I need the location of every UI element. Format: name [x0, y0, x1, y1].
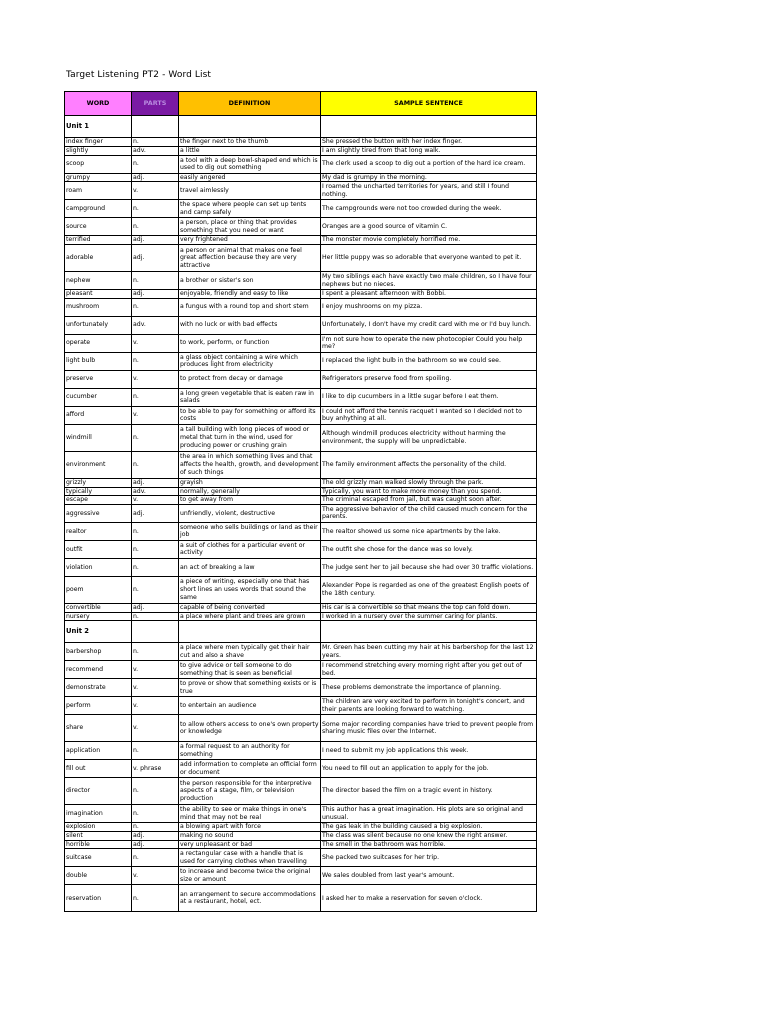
definition-cell: a place where plant and trees are grown	[179, 612, 321, 621]
sentence-cell: The smell in the bathroom was horrible.	[321, 840, 537, 849]
sentence-cell: These problems demonstrate the importance of planning.	[321, 679, 537, 697]
word-cell: cucumber	[65, 388, 132, 406]
unit-row-empty-cell	[321, 116, 537, 138]
table-row	[65, 406, 537, 424]
definition-cell: to be able to pay for something or afford its costs	[179, 406, 321, 424]
sentence-cell: Oranges are a good source of vitamin C.	[321, 218, 537, 236]
definition-cell: a long green vegetable that is eaten raw in salads	[179, 388, 321, 406]
page-title: Target Listening PT2 - Word List	[66, 70, 212, 80]
definition-cell: to entertain an audience	[179, 697, 321, 715]
word-cell: light bulb	[65, 352, 132, 370]
pos-cell: adv.	[132, 316, 179, 334]
sentence-cell: This author has a great imagination. His plots are so original and unusual.	[321, 805, 537, 823]
pos-cell: adj.	[132, 290, 179, 299]
pos-cell: n.	[132, 451, 179, 478]
word-cell: suitcase	[65, 849, 132, 867]
table-row	[65, 182, 537, 200]
definition-cell: a glass object containing a wire which produces light from electricity	[179, 352, 321, 370]
unit-row-empty-cell	[179, 116, 321, 138]
word-cell: terrified	[65, 236, 132, 245]
definition-cell: an act of breaking a law	[179, 558, 321, 576]
pos-cell: adj.	[132, 478, 179, 487]
definition-cell: a person or animal that makes one feel great affection because they are very attractive	[179, 245, 321, 272]
table-row	[65, 352, 537, 370]
unit-row-empty-cell	[132, 116, 179, 138]
table-row	[65, 832, 537, 841]
word-cell: pleasant	[65, 290, 132, 299]
definition-cell: to give advice or tell someone to do something that is seen as beneficial	[179, 661, 321, 679]
sentence-cell: Her little puppy was so adorable that everyone wanted to pet it.	[321, 245, 537, 272]
table-row	[65, 643, 537, 661]
sentence-cell: I need to submit my job applications this week.	[321, 742, 537, 760]
sentence-cell: Mr. Green has been cutting my hair at his barbershop for the last 12 years.	[321, 643, 537, 661]
pos-cell: adj.	[132, 504, 179, 522]
unit-row-empty-cell	[321, 621, 537, 643]
pos-cell: n.	[132, 805, 179, 823]
pos-cell: n.	[132, 272, 179, 290]
word-cell: demonstrate	[65, 679, 132, 697]
sentence-cell: My two siblings each have exactly two male children, so I have four nephews but no nieces.	[321, 272, 537, 290]
pos-cell: adj.	[132, 840, 179, 849]
table-row	[65, 805, 537, 823]
table-row	[65, 885, 537, 912]
sentence-cell: Although windmill produces electricity without harming the environment, the supply will be unpredictable.	[321, 424, 537, 451]
definition-cell: very frightened	[179, 236, 321, 245]
word-cell: roam	[65, 182, 132, 200]
header-row	[65, 92, 537, 116]
sentence-cell: Alexander Pope is regarded as one of the greatest English poets of the 18th century.	[321, 576, 537, 603]
table-row	[65, 697, 537, 715]
table-row	[65, 298, 537, 316]
table-row	[65, 147, 537, 156]
definition-cell: very unpleasant or bad	[179, 840, 321, 849]
pos-cell: n.	[132, 643, 179, 661]
sentence-cell: The judge sent her to jail because she had over 30 traffic violations.	[321, 558, 537, 576]
table-row	[65, 540, 537, 558]
definition-cell: a brother or sister's son	[179, 272, 321, 290]
header-parts: PARTS	[132, 92, 179, 116]
sentence-cell: The criminal escaped from jail, but was caught soon after.	[321, 496, 537, 505]
pos-cell: v.	[132, 697, 179, 715]
word-cell: nephew	[65, 272, 132, 290]
word-cell: realtor	[65, 522, 132, 540]
sentence-cell: The children are very excited to perform in tonight's concert, and their parents are looking forward to watching.	[321, 697, 537, 715]
table-row	[65, 478, 537, 487]
word-cell: escape	[65, 496, 132, 505]
table-row	[65, 334, 537, 352]
word-cell: application	[65, 742, 132, 760]
pos-cell: v.	[132, 370, 179, 388]
definition-cell: normally, generally	[179, 487, 321, 496]
table-row	[65, 661, 537, 679]
word-cell: imagination	[65, 805, 132, 823]
definition-cell: the space where people can set up tents and camp safely	[179, 200, 321, 218]
sentence-cell: I like to dip cucumbers in a little sugar before I eat them.	[321, 388, 537, 406]
table-row	[65, 155, 537, 173]
pos-cell: n.	[132, 540, 179, 558]
table-row	[65, 316, 537, 334]
definition-cell: unfriendly, violent, destructive	[179, 504, 321, 522]
pos-cell: n.	[132, 298, 179, 316]
table-row	[65, 849, 537, 867]
unit-label: Unit 2	[65, 621, 132, 643]
word-cell: perform	[65, 697, 132, 715]
sentence-cell: I roamed the uncharted territories for years, and still I found nothing.	[321, 182, 537, 200]
sentence-cell: You need to fill out an application to apply for the job.	[321, 760, 537, 778]
sentence-cell: I replaced the light bulb in the bathroom so we could see.	[321, 352, 537, 370]
word-cell: slightly	[65, 147, 132, 156]
pos-cell: v. phrase	[132, 760, 179, 778]
definition-cell: easily angered	[179, 173, 321, 182]
sentence-cell: The aggressive behavior of the child caused much concern for the parents.	[321, 504, 537, 522]
pos-cell: v.	[132, 334, 179, 352]
pos-cell: adv.	[132, 487, 179, 496]
header-sample-sentence: SAMPLE SENTENCE	[321, 92, 537, 116]
word-cell: preserve	[65, 370, 132, 388]
word-cell: scoop	[65, 155, 132, 173]
definition-cell: a person, place or thing that provides something that you need or want	[179, 218, 321, 236]
unit-row	[65, 621, 537, 643]
table-row	[65, 272, 537, 290]
pos-cell: v.	[132, 679, 179, 697]
sentence-cell: The realtor showed us some nice apartments by the lake.	[321, 522, 537, 540]
pos-cell: adj.	[132, 245, 179, 272]
definition-cell: a formal request to an authority for something	[179, 742, 321, 760]
definition-cell: travel aimlessly	[179, 182, 321, 200]
pos-cell: v.	[132, 661, 179, 679]
word-cell: operate	[65, 334, 132, 352]
definition-cell: to work, perform, or function	[179, 334, 321, 352]
pos-cell: n.	[132, 612, 179, 621]
definition-cell: a fungus with a round top and short stem	[179, 298, 321, 316]
word-cell: poem	[65, 576, 132, 603]
word-cell: nursery	[65, 612, 132, 621]
sentence-cell: The clerk used a scoop to dig out a portion of the hard ice cream.	[321, 155, 537, 173]
word-cell: afford	[65, 406, 132, 424]
sentence-cell: The family environment affects the personality of the child.	[321, 451, 537, 478]
header-word: WORD	[65, 92, 132, 116]
word-cell: barbershop	[65, 643, 132, 661]
word-cell: explosion	[65, 823, 132, 832]
definition-cell: an arrangement to secure accommodations at a restaurant, hotel, ect.	[179, 885, 321, 912]
table-row	[65, 576, 537, 603]
table-row	[65, 236, 537, 245]
sentence-cell: The director based the film on a tragic event in history.	[321, 778, 537, 805]
table-row	[65, 840, 537, 849]
definition-cell: someone who sells buildings or land as their job	[179, 522, 321, 540]
sentence-cell: We sales doubled from last year's amount.	[321, 867, 537, 885]
definition-cell: the area in which something lives and that affects the health, growth, and development of such things	[179, 451, 321, 478]
pos-cell: n.	[132, 778, 179, 805]
pos-cell: n.	[132, 155, 179, 173]
pos-cell: v.	[132, 496, 179, 505]
word-cell: double	[65, 867, 132, 885]
sentence-cell: I asked her to make a reservation for seven o'clock.	[321, 885, 537, 912]
definition-cell: to get away from	[179, 496, 321, 505]
pos-cell: adj.	[132, 832, 179, 841]
table-body	[65, 116, 537, 912]
table-row	[65, 200, 537, 218]
definition-cell: a place where men typically get their hair cut and also a shave	[179, 643, 321, 661]
pos-cell: adv.	[132, 147, 179, 156]
word-cell: typically	[65, 487, 132, 496]
sentence-cell: I worked in a nursery over the summer caring for plants.	[321, 612, 537, 621]
table-row	[65, 451, 537, 478]
table-row	[65, 867, 537, 885]
word-cell: reservation	[65, 885, 132, 912]
sentence-cell: The old grizzly man walked slowly through the park.	[321, 478, 537, 487]
definition-cell: a rectangular case with a handle that is used for carrying clothes when travelling	[179, 849, 321, 867]
pos-cell: v.	[132, 867, 179, 885]
pos-cell: adj.	[132, 173, 179, 182]
definition-cell: a blowing apart with force	[179, 823, 321, 832]
sentence-cell: I spent a pleasant afternoon with Bobbi.	[321, 290, 537, 299]
pos-cell: adj.	[132, 236, 179, 245]
sentence-cell: I enjoy mushrooms on my pizza.	[321, 298, 537, 316]
definition-cell: making no sound	[179, 832, 321, 841]
word-cell: director	[65, 778, 132, 805]
table-row	[65, 424, 537, 451]
definition-cell: a piece of writing, especially one that has short lines an uses words that sound the same	[179, 576, 321, 603]
word-cell: unfortunately	[65, 316, 132, 334]
sentence-cell: I could not afford the tennis racquet I wanted so I decided not to buy anhything at all.	[321, 406, 537, 424]
unit-row-empty-cell	[132, 621, 179, 643]
word-cell: adorable	[65, 245, 132, 272]
definition-cell: to allow others access to one's own property or knowledge	[179, 715, 321, 742]
pos-cell: v.	[132, 182, 179, 200]
definition-cell: the ability to see or make things in one's mind that may not be real	[179, 805, 321, 823]
sentence-cell: Unfortunately, I don't have my credit card with me or I'd buy lunch.	[321, 316, 537, 334]
definition-cell: capable of being converted	[179, 603, 321, 612]
sentence-cell: The gas leak in the building caused a big explosion.	[321, 823, 537, 832]
word-cell: aggressive	[65, 504, 132, 522]
sentence-cell: My dad is grumpy in the morning.	[321, 173, 537, 182]
word-cell: share	[65, 715, 132, 742]
word-cell: outfit	[65, 540, 132, 558]
definition-cell: add information to complete an official form or document	[179, 760, 321, 778]
table-row	[65, 173, 537, 182]
definition-cell: a suit of clothes for a particular event or activity	[179, 540, 321, 558]
table-row	[65, 823, 537, 832]
table-row	[65, 778, 537, 805]
pos-cell: n.	[132, 352, 179, 370]
sentence-cell: Some major recording companies have tried to prevent people from sharing music files over the Internet.	[321, 715, 537, 742]
pos-cell: v.	[132, 715, 179, 742]
sentence-cell: I'm not sure how to operate the new photocopier Could you help me?	[321, 334, 537, 352]
pos-cell: n.	[132, 388, 179, 406]
sentence-cell: I am slightly tired from that long walk.	[321, 147, 537, 156]
table-row	[65, 290, 537, 299]
pos-cell: adj.	[132, 603, 179, 612]
definition-cell: to prove or show that something exists or is true	[179, 679, 321, 697]
word-cell: campground	[65, 200, 132, 218]
table-row	[65, 218, 537, 236]
definition-cell: the finger next to the thumb	[179, 138, 321, 147]
pos-cell: n.	[132, 424, 179, 451]
sentence-cell: The class was silent because no one knew the right answer.	[321, 832, 537, 841]
word-cell: source	[65, 218, 132, 236]
sentence-cell: She pressed the button with her index finger.	[321, 138, 537, 147]
pos-cell: n.	[132, 218, 179, 236]
definition-cell: to increase and become twice the original size or amount	[179, 867, 321, 885]
table-row	[65, 715, 537, 742]
pos-cell: n.	[132, 885, 179, 912]
table-row	[65, 370, 537, 388]
definition-cell: with no luck or with bad effects	[179, 316, 321, 334]
pos-cell: v.	[132, 406, 179, 424]
definition-cell: a tall building with long pieces of wood or metal that turn in the wind, used for producing power or crushing grain	[179, 424, 321, 451]
table-row	[65, 388, 537, 406]
table-row	[65, 742, 537, 760]
table-row	[65, 245, 537, 272]
table-row	[65, 558, 537, 576]
pos-cell: n.	[132, 576, 179, 603]
pos-cell: n.	[132, 849, 179, 867]
word-cell: convertible	[65, 603, 132, 612]
sentence-cell: His car is a convertible so that means the top can fold down.	[321, 603, 537, 612]
word-list-table	[64, 91, 537, 912]
pos-cell: n.	[132, 522, 179, 540]
word-cell: recommend	[65, 661, 132, 679]
word-cell: fill out	[65, 760, 132, 778]
sentence-cell: The monster movie completely horrified me.	[321, 236, 537, 245]
definition-cell: to protect from decay or damage	[179, 370, 321, 388]
table-row	[65, 487, 537, 496]
word-cell: horrible	[65, 840, 132, 849]
word-cell: silent	[65, 832, 132, 841]
sentence-cell: She packed two suitcases for her trip.	[321, 849, 537, 867]
table-row	[65, 679, 537, 697]
sentence-cell: The outfit she chose for the dance was so lovely.	[321, 540, 537, 558]
word-cell: violation	[65, 558, 132, 576]
word-cell: grumpy	[65, 173, 132, 182]
unit-row	[65, 116, 537, 138]
table-row	[65, 612, 537, 621]
unit-label: Unit 1	[65, 116, 132, 138]
table-row	[65, 760, 537, 778]
word-cell: mushroom	[65, 298, 132, 316]
definition-cell: the person responsible for the interpretive aspects of a stage, film, or television production	[179, 778, 321, 805]
sentence-cell: Refrigerators preserve food from spoiling.	[321, 370, 537, 388]
word-cell: environment	[65, 451, 132, 478]
sentence-cell: The campgrounds were not too crowded during the week.	[321, 200, 537, 218]
word-cell: windmill	[65, 424, 132, 451]
unit-row-empty-cell	[179, 621, 321, 643]
definition-cell: a little	[179, 147, 321, 156]
header-definition: DEFINITION	[179, 92, 321, 116]
pos-cell: n.	[132, 558, 179, 576]
definition-cell: grayish	[179, 478, 321, 487]
definition-cell: a tool with a deep bowl-shaped end which is used to dig out something	[179, 155, 321, 173]
pos-cell: n.	[132, 742, 179, 760]
pos-cell: n.	[132, 823, 179, 832]
table-row	[65, 138, 537, 147]
pos-cell: n.	[132, 138, 179, 147]
pos-cell: n.	[132, 200, 179, 218]
sentence-cell: Typically, you want to make more money than you spend.	[321, 487, 537, 496]
table-row	[65, 496, 537, 505]
table-row	[65, 522, 537, 540]
definition-cell: enjoyable, friendly and easy to like	[179, 290, 321, 299]
word-cell: grizzly	[65, 478, 132, 487]
word-cell: index finger	[65, 138, 132, 147]
sentence-cell: I recommend stretching every morning right after you get out of bed.	[321, 661, 537, 679]
table-row	[65, 603, 537, 612]
table-row	[65, 504, 537, 522]
